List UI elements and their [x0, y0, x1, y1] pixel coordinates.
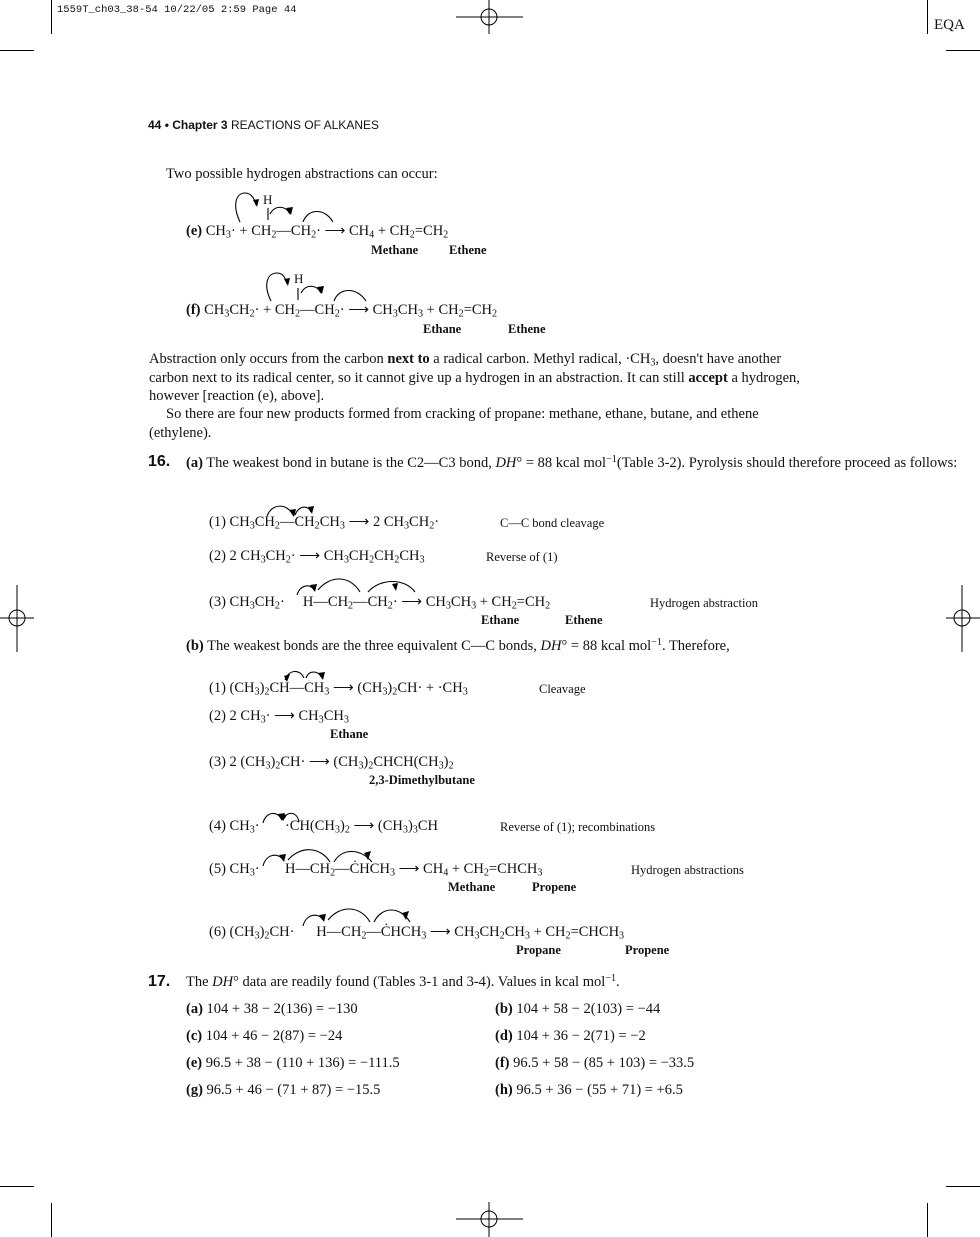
- head-bullet: •: [164, 118, 169, 132]
- chapter-label: Chapter 3: [172, 118, 228, 132]
- rxn-16b4: (4) $CH_3\cdot$ $\cdot CH(CH_3)_2$ ⟶ $(CH_3)_3CH$: [209, 818, 439, 836]
- rxn-16b6-name-propane: Propane: [516, 943, 561, 957]
- rxn-e-equation: (e) $CH_3\cdot$ + $CH_2—CH_2\cdot$ ⟶ $CH_4 + CH_2=CH_2$: [186, 223, 449, 241]
- rxn-16b5: (5) $CH_3\cdot$ $H—CH_2—ĊHCH_3$ ⟶ $CH_4$ + $CH_2=CHCH_3$: [209, 861, 543, 879]
- rxn-16a2: (2) 2 $CH_3CH_2\cdot$ ⟶ $CH_3CH_2CH_2CH_3$: [209, 548, 425, 566]
- rxn-16a1: (1) $CH_3CH_2—CH_2CH_3$ ⟶ 2 $CH_3CH_2\cdot$: [209, 514, 440, 532]
- rxn-16b5-name-propene: Propene: [532, 880, 577, 894]
- answer-a: (a) 104 + 38 − 2(136) = −130: [186, 1001, 358, 1017]
- rxn-f-name-ethane: Ethane: [423, 322, 462, 336]
- rxn-e-tag: (e): [186, 223, 203, 239]
- answer-h: (h) 96.5 + 36 − (55 + 71) = +6.5: [495, 1082, 683, 1098]
- rxn-e-name-ethene: Ethene: [449, 243, 487, 257]
- rxn-16a3-name-ethene: Ethene: [565, 613, 603, 627]
- chapter-title: REACTIONS OF ALKANES: [230, 118, 379, 132]
- rxn-16b2: (2) 2 $CH_3\cdot$ ⟶ $CH_3CH_3$: [209, 708, 349, 726]
- answer-d: (d) 104 + 36 − 2(71) = −2: [495, 1028, 646, 1044]
- rxn-16b1: (1) $(CH_3)_2CH—CH_3$ ⟶ $(CH_3)_2CH\cdot + \cdot CH_3$: [209, 680, 468, 698]
- rxn-16a3-note: Hydrogen abstraction: [650, 596, 758, 610]
- answer-e: (e) 96.5 + 38 − (110 + 136) = −111.5: [186, 1055, 400, 1071]
- problem-17-text: The DH° data are readily found (Tables 3-1 and 3-4). Values in kcal mol$^{-1}$.: [186, 972, 620, 990]
- rxn-f-h: H: [294, 271, 304, 286]
- rxn-f-name-ethene: Ethene: [508, 322, 546, 336]
- rxn-16b1-note: Cleavage: [539, 682, 586, 696]
- answer-f: (f) 96.5 + 58 − (85 + 103) = −33.5: [495, 1055, 695, 1071]
- rxn-e-name-methane: Methane: [371, 243, 419, 257]
- rxn-16b3-name: 2,3-Dimethylbutane: [369, 773, 475, 787]
- problem-16-number: 16.: [148, 453, 171, 470]
- rxn-16b3: (3) 2 $(CH_3)_2CH\cdot$ ⟶ $(CH_3)_2CHCH(CH_3)_2$: [209, 754, 454, 772]
- rxn-16b5-name-methane: Methane: [448, 880, 496, 894]
- rxn-16b6: (6) $(CH_3)_2CH\cdot$ $H—CH_2—ĊHCH_3$ ⟶ $CH_3CH_2CH_3$ + $CH_2=CHCH_3$: [209, 924, 625, 942]
- answer-c: (c) 104 + 46 − 2(87) = −24: [186, 1028, 343, 1044]
- rxn-16b5-note: Hydrogen abstractions: [631, 863, 744, 877]
- page-number: 44: [148, 118, 162, 132]
- rxn-16a2-note: Reverse of (1): [486, 550, 558, 564]
- paragraph-products: So there are four new products formed from cracking of propane: methane, ethane, butane, and ethene (ethylene).: [149, 406, 759, 441]
- eqa-label: EQA: [934, 17, 965, 33]
- problem-16a-text: (a) The weakest bond in butane is the C2—C3 bond, DH° = 88 kcal mol$^{-1}$(Table 3-2). Pyrolysis should therefore proceed as follows:: [186, 453, 958, 471]
- answer-g: (g) 96.5 + 46 − (71 + 87) = −15.5: [186, 1082, 381, 1098]
- rxn-f-tag: (f): [186, 302, 201, 318]
- problem-16b-text: (b) The weakest bonds are the three equivalent C—C bonds, DH° = 88 kcal mol$^{-1}$. Therefore,: [186, 636, 730, 654]
- intro-text: Two possible hydrogen abstractions can occur:: [166, 166, 438, 182]
- rxn-e-h: H: [263, 192, 273, 207]
- problem-17-number: 17.: [148, 973, 171, 990]
- rxn-16b6-name-propene: Propene: [625, 943, 670, 957]
- rxn-f-equation: (f) $CH_3CH_2\cdot$ + $CH_2—CH_2\cdot$ ⟶ $CH_3CH_3 + CH_2=CH_2$: [186, 302, 498, 320]
- rxn-16b4-note: Reverse of (1); recombinations: [500, 820, 656, 834]
- rxn-16a3-name-ethane: Ethane: [481, 613, 520, 627]
- rxn-16b2-name: Ethane: [330, 727, 369, 741]
- print-slug: 1559T_ch03_38-54 10/22/05 2:59 Page 44: [57, 4, 297, 16]
- paragraph-abstraction: Abstraction only occurs from the carbon next to a radical carbon. Methyl radical, $\cdot CH_3$, doesn't have another carbon next to its radical center, so it cannot give up a hydrogen in an abstraction. It can still accept a hydrogen, however [reaction (e), above].: [149, 351, 800, 404]
- rxn-16a3: (3) $CH_3CH_2\cdot$ $H—CH_2—CH_2\cdot$ ⟶ $CH_3CH_3 + CH_2=CH_2$: [209, 594, 551, 612]
- rxn-16a1-note: C—C bond cleavage: [500, 516, 605, 530]
- answer-b: (b) 104 + 58 − 2(103) = −44: [495, 1001, 661, 1017]
